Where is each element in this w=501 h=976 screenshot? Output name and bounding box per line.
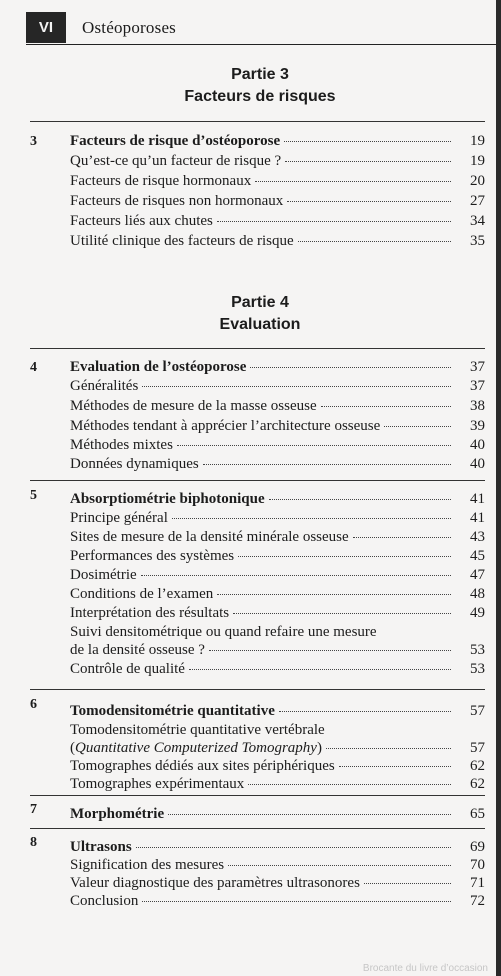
toc-entry[interactable] (70, 193, 485, 210)
dot-leader (177, 445, 451, 446)
entry-label: Tomographes expérimentaux (70, 776, 245, 792)
page-number: 41 (470, 510, 485, 526)
chapter-block (30, 795, 485, 826)
toc-entry[interactable] (70, 875, 485, 892)
page-number: 35 (470, 233, 485, 249)
page-number: 37 (470, 378, 485, 394)
page-number: 39 (470, 418, 485, 434)
part-heading (0, 292, 496, 336)
page-number: 41 (470, 491, 485, 507)
toc-entry-line (70, 624, 485, 641)
chapter-block (30, 480, 485, 681)
entry-label: Sites de mesure de la densité minérale osseuse (70, 529, 349, 545)
entry-label: Facteurs liés aux chutes (70, 213, 213, 229)
dot-leader (250, 367, 451, 368)
dot-leader (217, 594, 451, 595)
entry-label: Signification des mesures (70, 857, 225, 873)
page-number: 57 (470, 740, 485, 756)
dot-leader (287, 201, 451, 202)
dot-leader (168, 814, 451, 815)
toc-entry[interactable] (70, 857, 485, 874)
toc-entry[interactable] (70, 605, 485, 622)
chapter-block (30, 828, 485, 919)
chapter-number: 5 (30, 488, 37, 503)
toc-entry[interactable] (70, 548, 485, 565)
entry-label: Conditions de l’examen (70, 586, 214, 602)
toc-entry[interactable] (70, 703, 485, 720)
dot-leader (203, 464, 451, 465)
chapter-title: Evaluation de l’ostéoporose (70, 359, 247, 375)
chapter-number: 7 (30, 802, 37, 817)
page-number: 49 (470, 605, 485, 621)
entry-label: Contrôle de qualité (70, 661, 185, 677)
watermark: Brocante du livre d’occasion (362, 963, 488, 974)
page-number: 72 (470, 893, 485, 909)
page-number: 47 (470, 567, 485, 583)
entry-label: Principe général (70, 510, 168, 526)
part-title: Evaluation (219, 316, 301, 333)
chapter-block (30, 121, 485, 252)
page-number: 37 (470, 359, 485, 375)
dot-leader (233, 613, 451, 614)
page-number: 19 (470, 133, 485, 149)
toc-entry[interactable] (70, 776, 485, 793)
entry-label: de la densité osseuse ? (70, 642, 205, 658)
running-title: Ostéoporoses (82, 18, 176, 37)
chapter-block (30, 348, 485, 474)
toc-entry[interactable] (70, 133, 485, 150)
entry-label: Facteurs de risques non hormonaux (70, 193, 284, 209)
page-number: 71 (470, 875, 485, 891)
entry-label: Qu’est-ce qu’un facteur de risque ? (70, 153, 282, 169)
dot-leader (269, 499, 451, 500)
dot-leader (284, 141, 451, 142)
entry-label-line1: Tomodensitométrie quantitative vertébrale (70, 722, 325, 738)
toc-entry[interactable] (70, 378, 485, 395)
page-number: 48 (470, 586, 485, 602)
dot-leader (228, 865, 451, 866)
toc-entry-line (70, 722, 485, 739)
page-number: 53 (470, 642, 485, 658)
toc-entry[interactable] (70, 740, 485, 757)
page-number: 53 (470, 661, 485, 677)
dot-leader (141, 575, 451, 576)
entry-label: Méthodes mixtes (70, 437, 173, 453)
toc-entry[interactable] (70, 758, 485, 775)
page-number: 62 (470, 758, 485, 774)
dot-leader (189, 669, 451, 670)
dot-leader (353, 537, 451, 538)
part-title: Facteurs de risques (184, 88, 336, 105)
page-number: 69 (470, 839, 485, 855)
part-label: Partie 4 (231, 294, 289, 311)
page-number: 45 (470, 548, 485, 564)
entry-label: Conclusion (70, 893, 139, 909)
page-number: 65 (470, 806, 485, 822)
chapter-title: Ultrasons (70, 839, 132, 855)
dot-leader (384, 426, 451, 427)
toc-entry[interactable] (70, 418, 485, 435)
toc-entry[interactable] (70, 491, 485, 508)
toc-entry[interactable] (70, 359, 485, 376)
part-label: Partie 3 (231, 66, 289, 83)
dot-leader (209, 650, 451, 651)
entry-label: Données dynamiques (70, 456, 199, 472)
entry-label-line1: Suivi densitométrique ou quand refaire une mesure (70, 624, 377, 640)
running-header (26, 0, 496, 45)
entry-label: Utilité clinique des facteurs de risque (70, 233, 294, 249)
chapter-title: Tomodensitométrie quantitative (70, 703, 275, 719)
entry-label: (Quantitative Computerized Tomography) (70, 740, 322, 756)
entry-label: Valeur diagnostique des paramètres ultrasonores (70, 875, 360, 891)
toc-entry[interactable] (70, 586, 485, 603)
part-heading (0, 64, 496, 108)
toc-entry[interactable] (70, 233, 485, 250)
page-number: 43 (470, 529, 485, 545)
chapter-number: 8 (30, 835, 37, 850)
dot-leader (142, 386, 451, 387)
chapter-number: 6 (30, 697, 37, 712)
page-number: 40 (470, 456, 485, 472)
page-number: 38 (470, 398, 485, 414)
entry-label: Méthodes de mesure de la masse osseuse (70, 398, 317, 414)
dot-leader (255, 181, 451, 182)
toc-entry[interactable] (70, 661, 485, 678)
toc-entry[interactable] (70, 529, 485, 546)
toc-entry[interactable] (70, 806, 485, 823)
entry-label: Méthodes tendant à apprécier l’architecture osseuse (70, 418, 381, 434)
toc-entry[interactable] (70, 893, 485, 910)
dot-leader (326, 748, 451, 749)
dot-leader (217, 221, 451, 222)
dot-leader (321, 406, 451, 407)
page-number: 20 (470, 173, 485, 189)
toc-entry[interactable] (70, 398, 485, 415)
dot-leader (248, 784, 451, 785)
toc-entry[interactable] (70, 642, 485, 659)
page-number: 34 (470, 213, 485, 229)
dot-leader (285, 161, 451, 162)
dot-leader (298, 241, 451, 242)
dot-leader (142, 901, 451, 902)
page-number: 27 (470, 193, 485, 209)
dot-leader (364, 883, 451, 884)
toc-entry[interactable] (70, 437, 485, 454)
page-number: 62 (470, 776, 485, 792)
chapter-title: Facteurs de risque d’ostéoporose (70, 133, 281, 149)
section-number-tab: VI (26, 12, 66, 43)
entry-label: Dosimétrie (70, 567, 137, 583)
page-number: 70 (470, 857, 485, 873)
entry-label-italic: Quantitative Computerized Tomography (75, 740, 317, 756)
toc-entry[interactable] (70, 456, 485, 473)
dot-leader (238, 556, 451, 557)
toc-entry[interactable] (70, 567, 485, 584)
page-number: 40 (470, 437, 485, 453)
chapter-number: 4 (30, 360, 37, 375)
entry-label: Interprétation des résultats (70, 605, 230, 621)
page-number: 19 (470, 153, 485, 169)
chapter-number: 3 (30, 134, 37, 149)
chapter-title: Absorptiométrie biphotonique (70, 491, 265, 507)
dot-leader (136, 847, 451, 848)
toc-entry[interactable] (70, 153, 485, 170)
dot-leader (339, 766, 451, 767)
toc-entry[interactable] (70, 839, 485, 856)
dot-leader (279, 711, 451, 712)
dot-leader (172, 518, 451, 519)
entry-label: Généralités (70, 378, 139, 394)
chapter-title: Morphométrie (70, 806, 165, 822)
toc-entry[interactable] (70, 173, 485, 190)
entry-label: Performances des systèmes (70, 548, 235, 564)
entry-label: Facteurs de risque hormonaux (70, 173, 252, 189)
chapter-block (30, 689, 485, 792)
toc-entry[interactable] (70, 510, 485, 527)
toc-entry[interactable] (70, 213, 485, 230)
entry-label: Tomographes dédiés aux sites périphériques (70, 758, 335, 774)
page-number: 57 (470, 703, 485, 719)
